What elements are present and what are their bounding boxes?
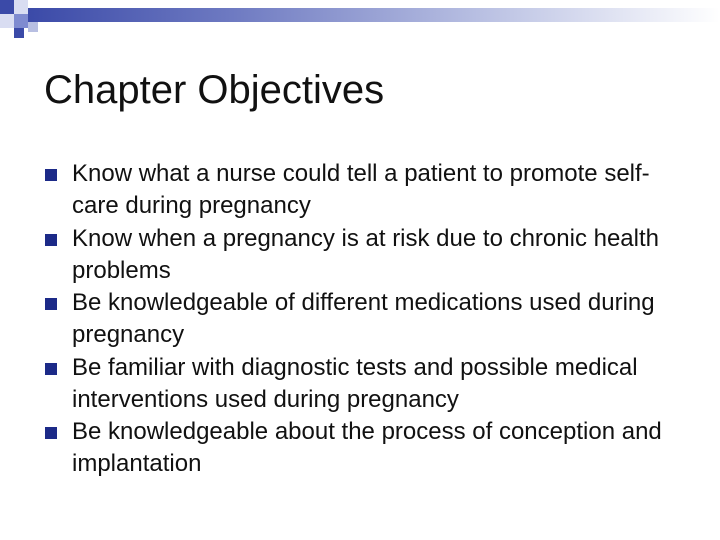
list-item [44,158,694,222]
list-item [44,223,694,287]
list-item [44,416,694,480]
checker-square [0,14,14,28]
bullet-text: Know when a pregnancy is at risk due to chronic health problems [72,224,660,284]
header-gradient-band [28,8,720,22]
bullet-text: Know what a nurse could tell a patient to promote self-care during pregnancy [72,160,650,219]
square-bullet-icon [45,298,57,310]
checker-square [28,22,38,32]
header-decoration [0,0,720,50]
checker-square [14,14,28,28]
square-bullet-icon [45,169,57,181]
bullet-text: Be knowledgeable about the process of conception and implantation [72,418,662,477]
bullet-text: Be familiar with diagnostic tests and possible medical interventions used during pregnancy [72,353,638,413]
checker-square [14,28,24,38]
square-bullet-icon [45,363,57,375]
checker-square [0,0,14,14]
list-item [44,352,694,416]
bullet-text: Be knowledgeable of different medications used during pregnancy [72,289,655,348]
slide-title: Chapter Objectives [44,68,385,112]
square-bullet-icon [45,234,57,246]
square-bullet-icon [45,427,57,439]
checker-square [14,0,28,14]
list-item [44,287,694,351]
objectives-list [44,158,694,481]
